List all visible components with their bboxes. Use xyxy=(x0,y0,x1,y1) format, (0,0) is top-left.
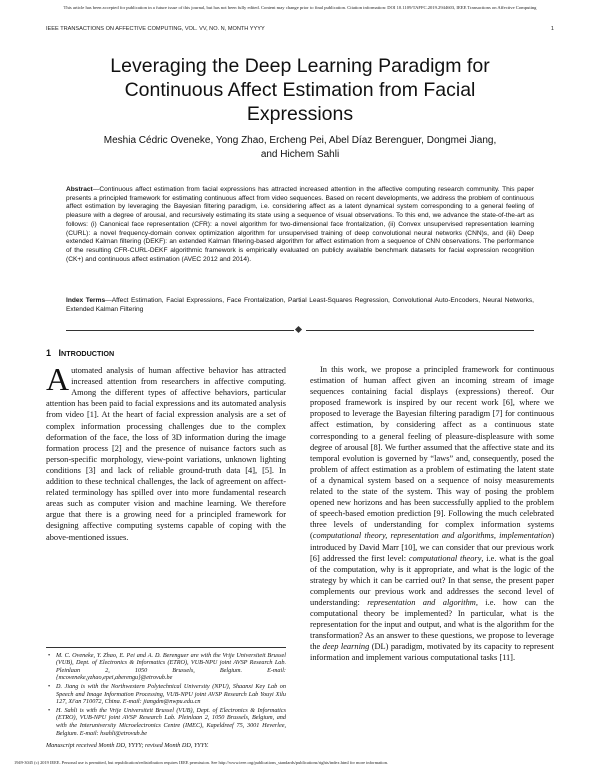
drop-cap: A xyxy=(46,361,70,398)
section-first-letter: I xyxy=(58,348,62,358)
title-line: Leveraging the Deep Learning Paradigm for xyxy=(110,55,490,77)
running-head xyxy=(46,26,554,32)
manuscript-note: Manuscript received Month DD, YYYY; revised Month DD, YYYY. xyxy=(46,742,209,750)
intro-paragraph xyxy=(46,361,286,543)
body-text: ) introduced by David Marr [10], we can consider that our previous work [6] addressed the first level: xyxy=(310,531,554,563)
section-heading xyxy=(46,348,286,359)
divider-line-left xyxy=(66,330,294,331)
footnote-item xyxy=(46,652,286,682)
title-line: Continuous Affect Estimation from Facial xyxy=(124,79,476,101)
running-head-text: IEEE TRANSACTIONS ON AFFECTIVE COMPUTING, VOL. VV, NO. N, MONTH YYYY xyxy=(46,26,265,32)
bullet-icon: • xyxy=(48,651,51,659)
footnote-text: D. Jiang is with the Northwestern Polytechnical University (NPU), Shaanxi Key Lab on Speech and Image Information Processing, VUB-NPU joint AVSP Research Lab Youyi Xilu 127, Xi'an 710072, China. E-mail: jiangdm@nwpu.edu.cn xyxy=(56,682,286,706)
abstract-label: Abstract xyxy=(66,186,93,193)
left-column xyxy=(46,348,286,543)
page-number: 1 xyxy=(550,26,554,32)
right-paragraph xyxy=(310,364,554,664)
body-text: , i.e. how can the computational theory be implemented? In particular, what is the representation for the input and output, and what is the algorithm for the transformation? As an answer to these questions, we propose to leverage the xyxy=(310,597,555,652)
section-rest: NTRODUCTION xyxy=(61,349,115,358)
emphasis-text: deep learning xyxy=(322,642,370,652)
footnote-item xyxy=(46,707,286,737)
abstract-text: —Continuous affect estimation from facial expressions has attracted increased attention in the affective computing research community. This paper presents a principled framework for estimating continuous affect from video sequences. Based on recent developments, we address the problem of continuous affect estimation by leveraging the Bayesian filtering paradigm, i.e. considering affect as a latent dynamical system corresponding to a general feeling of pleasure with a degree of arousal, and recursively estimating its state using a sequence of visual observations. To this end, we advance the state-of-the-art as follows: (i) Canonical face representation (CFR): a novel algorithm for two-dimensional face frontalization, (ii) Convex unsupervised representation learning (CURL): a novel frequency-domain convex optimization algorithm for unsupervised training of deep convolutional neural networks (CNN)s, and (iii) Deep extended Kalman filtering (DEKF): an extended Kalman filtering-based algorithm for affect estimation from a sequence of CNN observations. The performance of the resulting CFR-CURL-DEKF algorithmic framework is empirically evaluated on publicly available benchmark datasets for facial expression recognition (CK+) and continuous affect estimation (AVEC 2012 and 2014). xyxy=(66,186,534,263)
index-terms-label: Index Terms xyxy=(66,297,106,304)
emphasis-text: computational theory, representation and algorithms, implementation xyxy=(312,531,552,541)
bullet-icon: • xyxy=(48,682,51,690)
section-number: 1 xyxy=(46,348,52,358)
footnote-text: H. Sahli is with the Vrije Universiteit Brussel (VUB), Dept. of Electronics & Informatics (ETRO), VUB-NPU joint AVSP Research Lab. Pleinlaan 2, 1050 Brussels, Belgium, and with the Interuniversity Microelectronics Centre (IMEC), Kapeldreef 75, 3001 Heverlee, Belgium. E-mail: hsahli@etrovub.be xyxy=(56,706,286,737)
body-text: In this work, we propose a principled framework for continuous estimation of human affect given an incoming stream of image sequences containing facial displays (expressions) thereof. Our proposed framework is inspired by our recent work [6], where we proposed to leverage the Bayesian filtering paradigm [7] for continuous affect estimation, by considering affect as a continuous state corresponding to a general feeling of pleasure-displeasure with some degree of arousal [8]. We further assumed that the affective state and its temporal evolution is governed by “laws” and, consequently, posed the problem of affect estimation as a problem of estimating the latent state of a dynamical system based on a sequence of noisy measurements related to the state of the system. This way of posing the problem opened new horizons and has been successfully applied to the problem of speech-based emotion prediction [9]. Following the much celebrated three levels of understanding for complex information systems ( xyxy=(310,365,554,541)
index-terms xyxy=(66,297,534,314)
author-line: and Hichem Sahli xyxy=(260,149,340,160)
diamond-icon xyxy=(295,326,302,333)
title-line: Expressions xyxy=(246,103,354,125)
footnote-rule xyxy=(46,647,286,648)
footnote-text: M. C. Oveneke, Y. Zhao, E. Pei and A. D. Berenguer are with the Vrije Universiteit Brussel (VUB), Dept. of Electronics & Informatics (ETRO), VUB-NPU joint AVSP Research Lab. Pleinlaan 2, 1050 Brussels, Belgium. E-mail: {mcoveneke,yzhao,epei,aberengu}@etrovub.be xyxy=(56,651,286,682)
footnotes xyxy=(46,647,286,750)
author-line: Meshia Cédric Oveneke, Yong Zhao, Ercheng Pei, Abel Díaz Berenguer, Dongmei Jiang, xyxy=(103,135,497,146)
intro-text: utomated analysis of human affective behavior has attracted increased attention from researchers in affective computing. Among the different types of affective behaviors, particular attention has been paid to facial expressions and its automated analysis from video [1]. At the heart of facial expression analysis are a set of complex information processing challenges due to the complex deformation of the face, the loss of 3D information during the image formation process [2] and the presence of nuisance factors such as person-specific morphology, view-point variations, unknown lighting conditions [3] and lack of reliable ground-truth data [4], [5]. In addition to these technical challenges, the lack of agreement on affect-related terminology has spilled over into more fundamental research areas such as computer vision and machine learning. We therefore argue that there is a growing need for a principled framework for designing affective computing systems capable of coping with the above-mentioned issues. xyxy=(46,366,286,542)
acceptance-notice: This article has been accepted for publication in a future issue of this journal, but has not been fully edited. Content may change prior to final publication. Citation information: DOI 10.1109/TAFFC.2019.2944603, IEEE Transactions on Affective Computing xyxy=(63,5,537,10)
footnote-item xyxy=(46,683,286,706)
body-text: , i.e. what is the goal of the computation, why is it appropriate, and what is the logic of the strategy by which it can be carried out? In that sense, the present paper complements our previous work and addresses the second level of understanding: xyxy=(310,553,554,607)
section-divider xyxy=(66,326,534,334)
emphasis-text: computational theory xyxy=(408,553,482,563)
index-terms-text: —Affect Estimation, Facial Expressions, Face Frontalization, Partial Least-Squares Regression, Convolutional Auto-Encoders, Neural Networks, Extended Kalman Filtering xyxy=(66,297,534,313)
bullet-icon: • xyxy=(48,706,51,714)
paper-title xyxy=(46,54,554,126)
abstract xyxy=(66,186,534,264)
body-text: (DL) paradigm, motivated by its capacity to represent information and implement various computational tasks [11]. xyxy=(310,642,554,663)
emphasis-text: representation and algorithm xyxy=(367,597,476,607)
author-list xyxy=(46,134,554,162)
copyright-footer: 1949-3045 (c) 2019 IEEE. Personal use is permitted, but republication/redistribution requires IEEE permission. See http://www.ieee.org/publications_standards/publications/rights/index.html for more information. xyxy=(14,760,388,765)
right-column xyxy=(310,364,554,664)
divider-line-right xyxy=(306,330,534,331)
